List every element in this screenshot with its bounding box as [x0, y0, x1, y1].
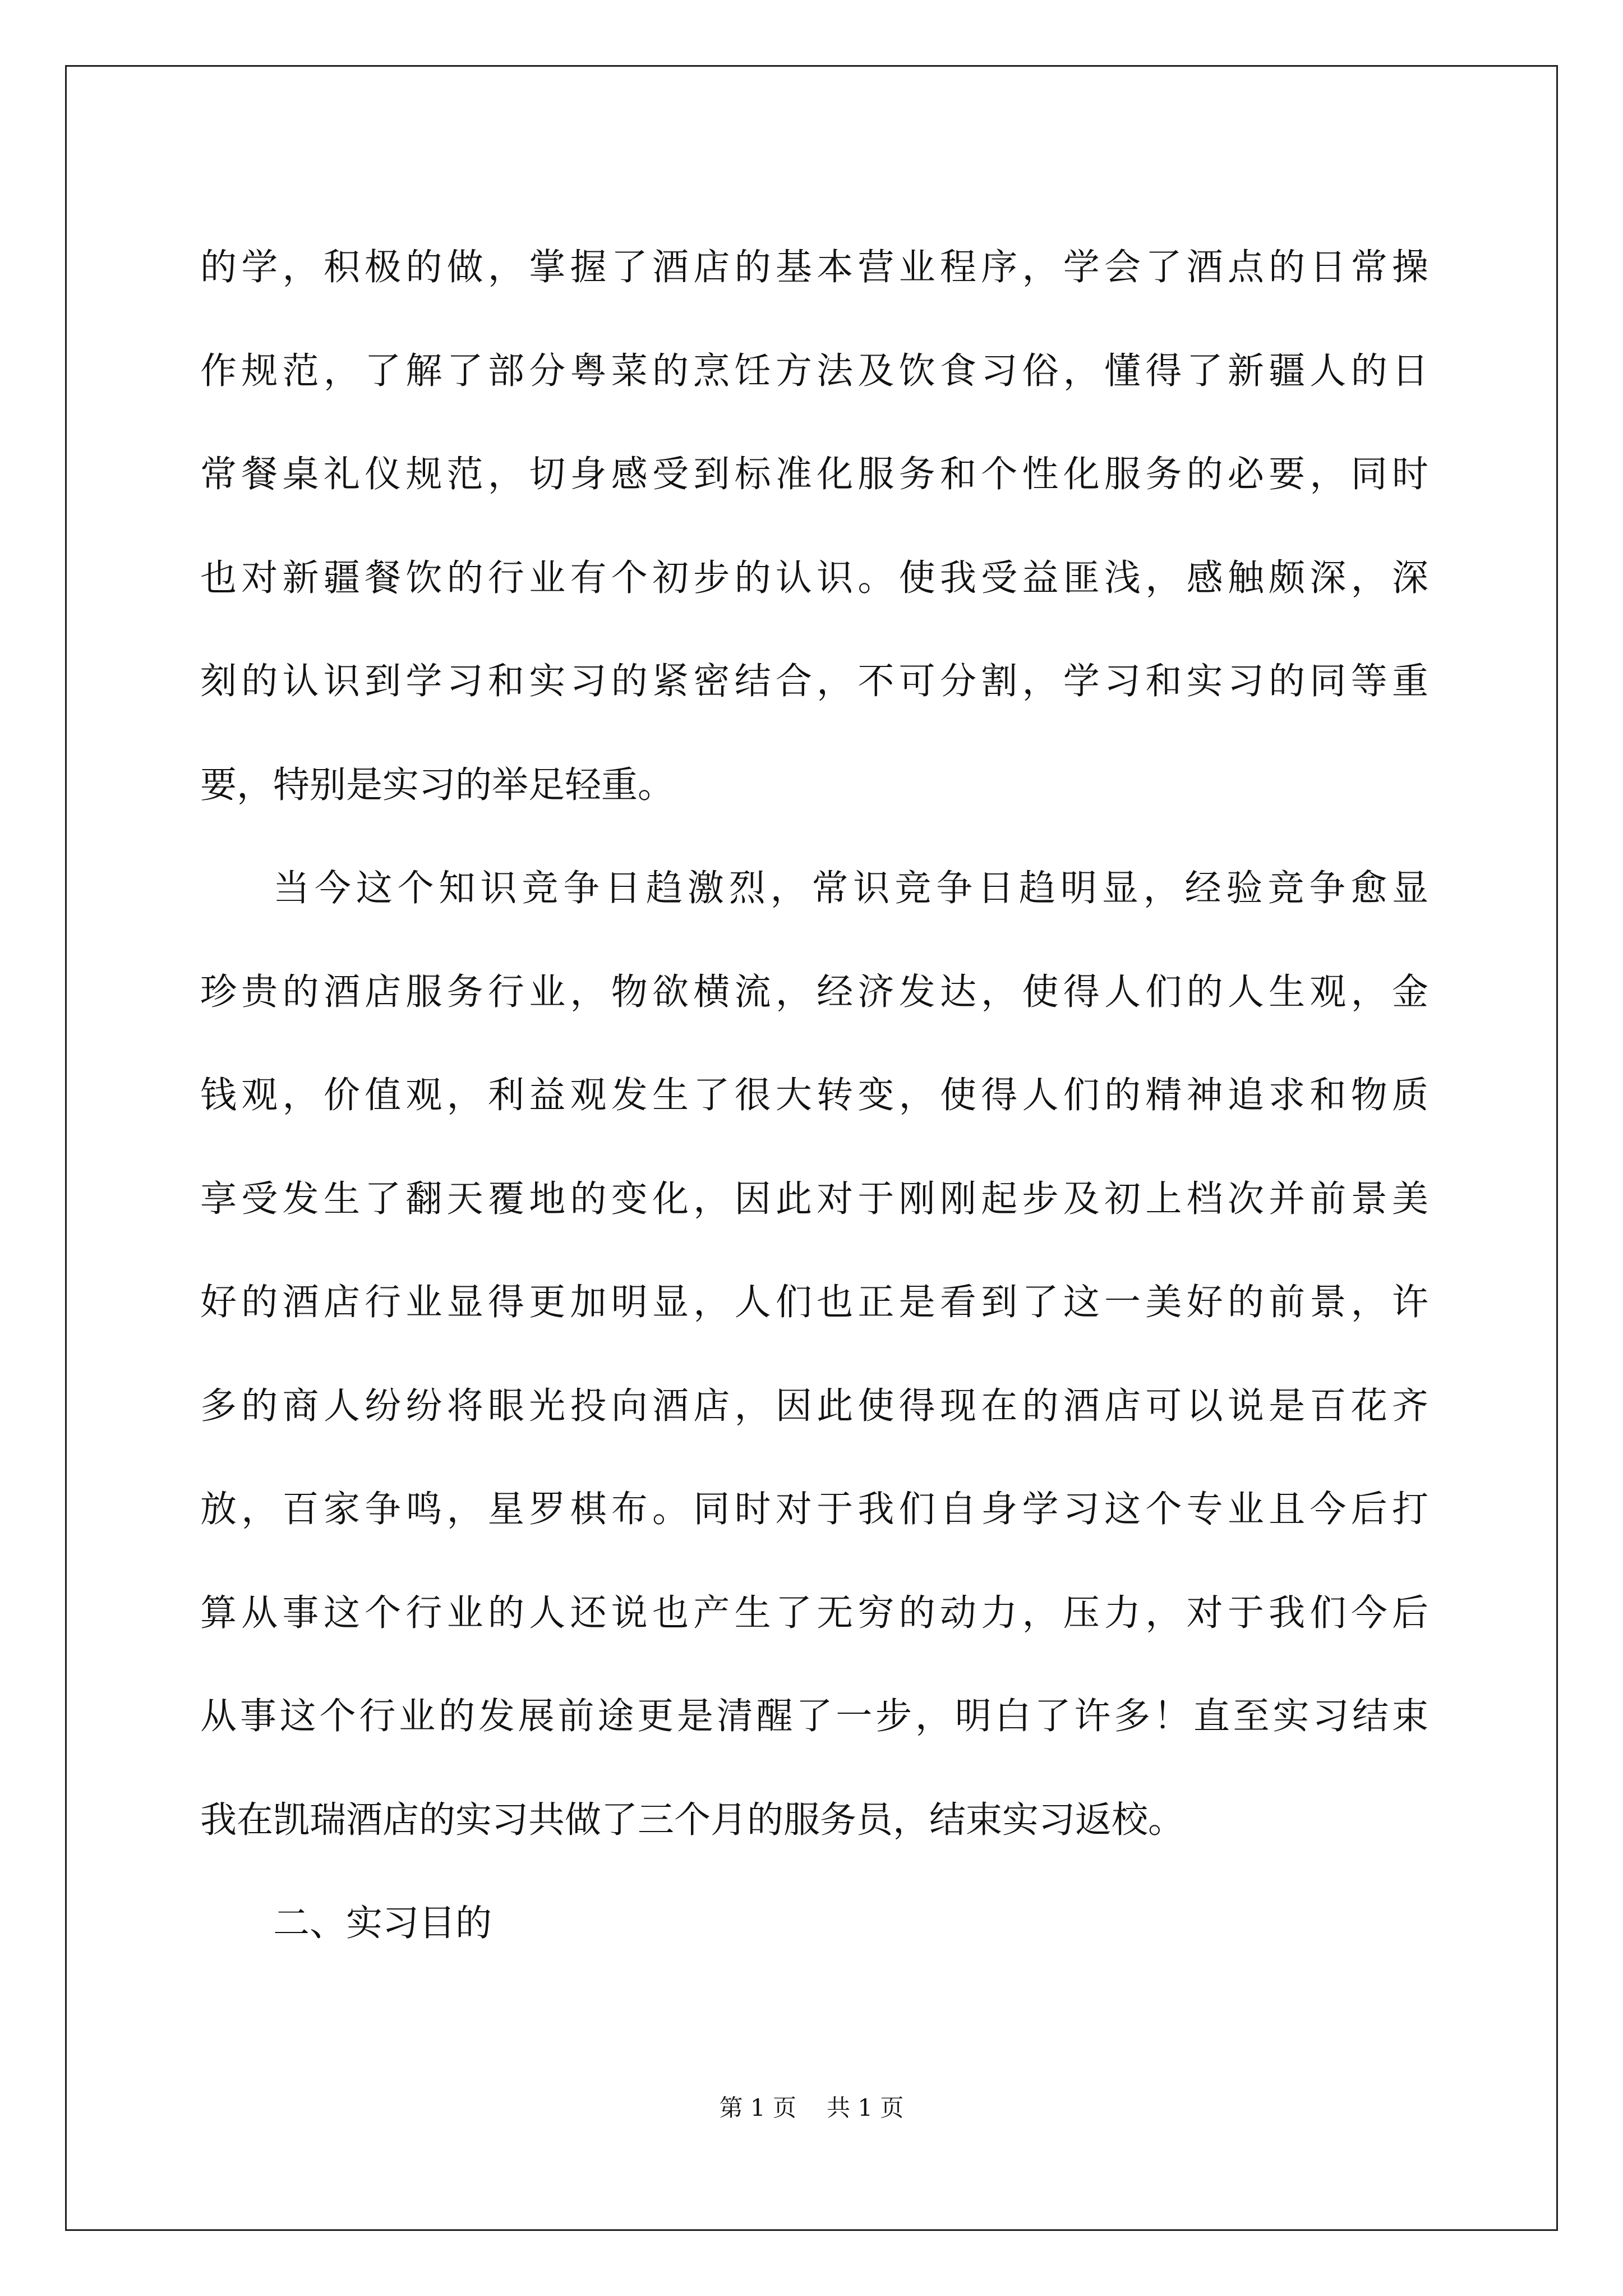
text-line-9: 钱观，价值观，利益观发生了很大转变，使得人们的精神追求和物质	[200, 1074, 1428, 1116]
text-line-13: 放，百家争鸣，星罗棋布。同时对于我们自身学习这个专业且今后打	[200, 1488, 1428, 1530]
text-line-10: 享受发生了翻天覆地的变化，因此对于刚刚起步及初上档次并前景美	[200, 1177, 1428, 1220]
text-line-7: 当今这个知识竞争日趋激烈，常识竞争日趋明显，经验竞争愈显	[273, 867, 1428, 909]
text-line-8: 珍贵的酒店服务行业，物欲横流，经济发达，使得人们的人生观，金	[200, 970, 1428, 1013]
text-line-16: 我在凯瑞酒店的实习共做了三个月的服务员，结束实习返校。	[200, 1798, 1185, 1841]
document-body	[200, 216, 1428, 1976]
text-line-14: 算从事这个行业的人还说也产生了无穷的动力，压力，对于我们今后	[200, 1591, 1428, 1634]
text-line-1: 的学，积极的做，掌握了酒店的基本营业程序，学会了酒点的日常操	[200, 246, 1428, 288]
section-heading: 二、实习目的	[273, 1902, 492, 1944]
text-line-12: 多的商人纷纷将眼光投向酒店，因此使得现在的酒店可以说是百花齐	[200, 1384, 1428, 1427]
text-line-15: 从事这个行业的发展前途更是清醒了一步，明白了许多！直至实习结束	[200, 1695, 1428, 1737]
text-line-3: 常餐桌礼仪规范，切身感受到标准化服务和个性化服务的必要，同时	[200, 453, 1428, 495]
page-footer	[0, 2090, 1623, 2123]
text-line-5: 刻的认识到学习和实习的紧密结合，不可分割，学习和实习的同等重	[200, 660, 1428, 702]
page-number: 第 1 页	[719, 2094, 796, 2122]
text-line-11: 好的酒店行业显得更加明显，人们也正是看到了这一美好的前景，许	[200, 1281, 1428, 1323]
page-total: 共 1 页	[827, 2094, 904, 2122]
text-line-2: 作规范，了解了部分粤菜的烹饪方法及饮食习俗，懂得了新疆人的日	[200, 349, 1428, 392]
text-line-4: 也对新疆餐饮的行业有个初步的认识。使我受益匪浅，感触颇深，深	[200, 556, 1428, 599]
text-line-6: 要，特别是实习的举足轻重。	[200, 763, 675, 806]
